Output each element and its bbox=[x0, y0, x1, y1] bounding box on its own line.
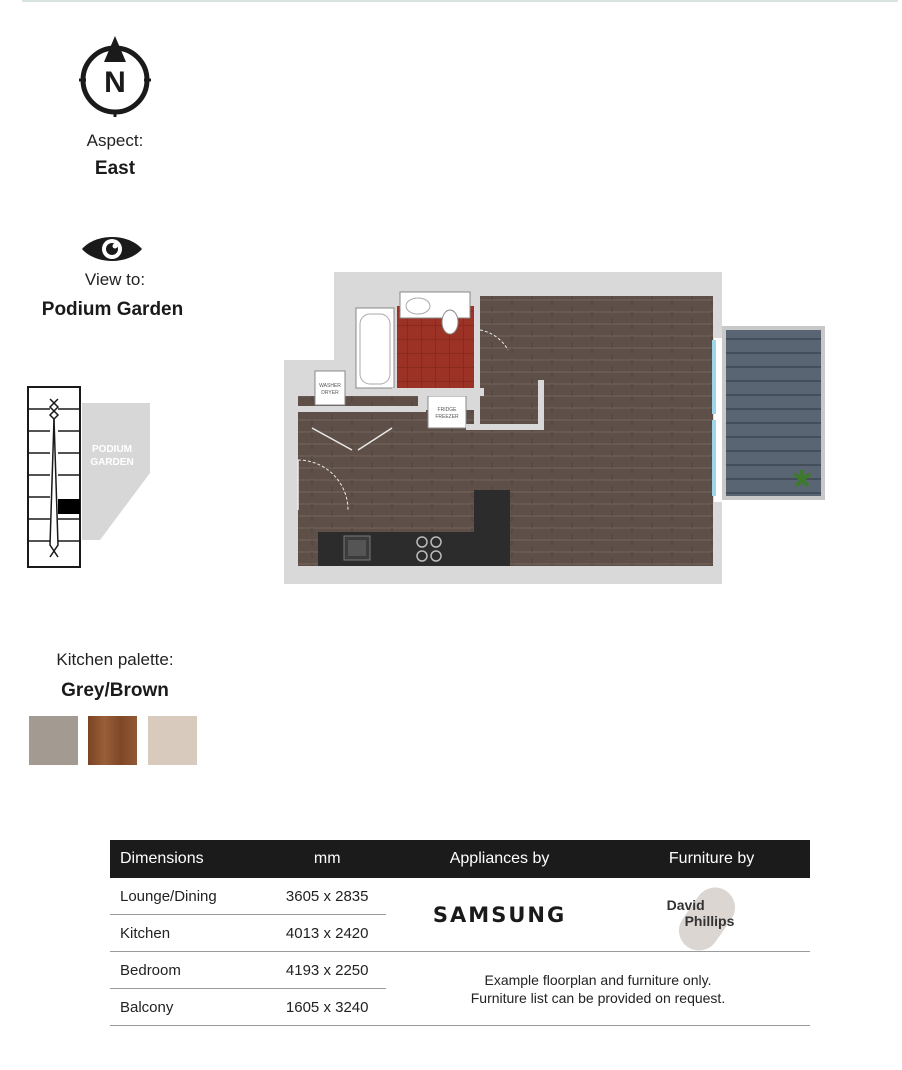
room-size: 3605 x 2835 bbox=[268, 878, 386, 915]
david-phillips-logo bbox=[613, 878, 810, 952]
header-appliances: Appliances by bbox=[386, 840, 613, 878]
swatch-brown bbox=[88, 716, 137, 765]
room-name: Bedroom bbox=[110, 952, 268, 989]
floorplan bbox=[282, 270, 827, 588]
david-phillips-line1: David bbox=[666, 896, 705, 913]
kitchen-palette-value: Grey/Brown bbox=[61, 680, 169, 701]
samsung-logo bbox=[386, 878, 613, 952]
fridge-label-line2: FREEZER bbox=[435, 414, 459, 420]
header-dimensions: Dimensions bbox=[110, 840, 268, 878]
samsung-logo-text: SAMSUNG bbox=[432, 902, 567, 927]
top-divider bbox=[22, 0, 898, 2]
room-name: Balcony bbox=[110, 989, 268, 1026]
aspect-value: East bbox=[94, 158, 136, 179]
swatch-grey bbox=[29, 716, 78, 765]
key-plan bbox=[26, 385, 152, 570]
compass-letter: N bbox=[104, 66, 126, 99]
eye-icon bbox=[80, 233, 144, 265]
view-value: Podium Garden bbox=[41, 299, 184, 320]
swatch-beige bbox=[148, 716, 197, 765]
table-row bbox=[110, 952, 810, 989]
room-size: 1605 x 3240 bbox=[268, 989, 386, 1026]
keyplan-label-line1: PODIUM bbox=[92, 444, 132, 455]
example-note bbox=[386, 952, 810, 1026]
table-row bbox=[110, 878, 810, 915]
fridge-label-line1: FRIDGE bbox=[437, 407, 457, 413]
header-furniture: Furniture by bbox=[613, 840, 810, 878]
washer-label-line2: DRYER bbox=[321, 390, 339, 396]
room-name: Kitchen bbox=[110, 915, 268, 952]
note-line2: Furniture list can be provided on request. bbox=[470, 989, 726, 1006]
compass-icon bbox=[76, 34, 154, 118]
table-header-row bbox=[110, 840, 810, 878]
washer-label-line1: WASHER bbox=[319, 383, 341, 389]
room-name: Lounge/Dining bbox=[110, 878, 268, 915]
kitchen-palette-label: Kitchen palette: bbox=[56, 650, 174, 669]
room-size: 4013 x 2420 bbox=[268, 915, 386, 952]
note-line1: Example floorplan and furniture only. bbox=[484, 971, 712, 988]
aspect-label: Aspect: bbox=[86, 131, 144, 150]
room-size: 4193 x 2250 bbox=[268, 952, 386, 989]
david-phillips-line2: Phillips bbox=[684, 912, 735, 929]
view-label: View to: bbox=[84, 270, 146, 289]
keyplan-label-line2: GARDEN bbox=[90, 457, 134, 468]
dimensions-table bbox=[110, 840, 810, 1026]
header-mm: mm bbox=[268, 840, 386, 878]
